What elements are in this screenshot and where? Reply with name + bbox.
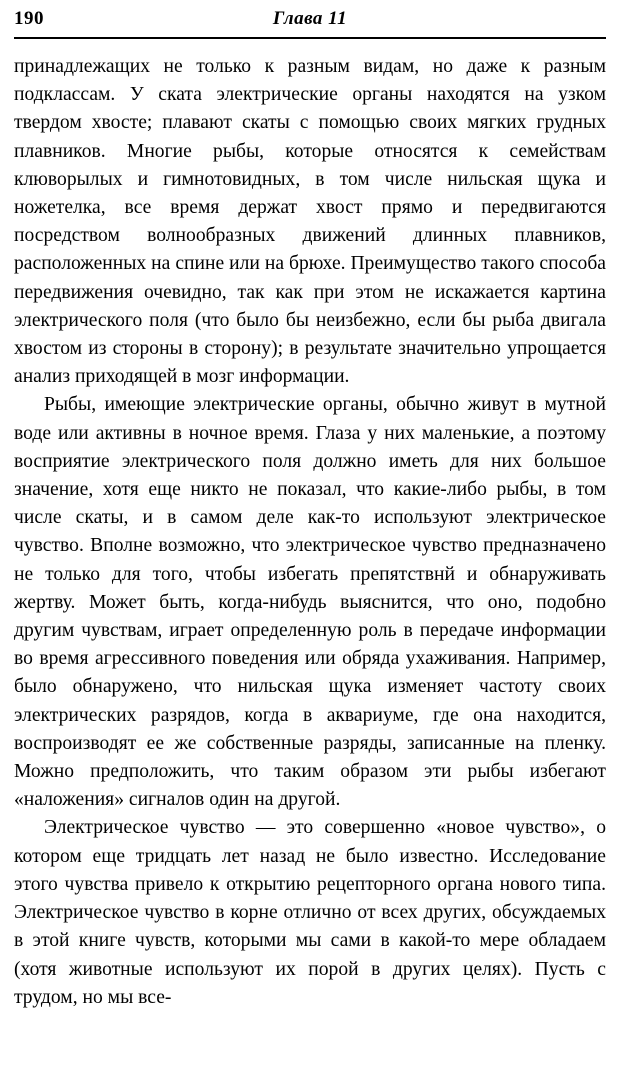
paragraph: Электрическое чувство — это совершенно «новое чувство», о котором еще тридцать лет назад не было известно. Исследование этого чувства привело к открытию рецепторного органа нового типа. Электрическое чувство в корне отлично от всех других, обсуждаемых в этой книге чувств, которыми мы сами в какой-то мере обладаем (хотя животные используют их порой в других целях). Пусть с трудом, но мы все- bbox=[14, 817, 606, 1008]
header-divider bbox=[14, 37, 606, 39]
page-number: 190 bbox=[14, 8, 44, 29]
body-text bbox=[14, 53, 606, 1012]
paragraph: принадлежащих не только к разным видам, но даже к разным подклассам. У ската электрические органы находятся на узком твердом хвосте; плавают скаты с помощью своих мягких грудных плавников. Многие рыбы, которые относятся к семействам клюворылых и гимнотовидных, в том числе нильская щука и ножетелка, все время держат хвост прямо и передвигаются посредством волнообразных движений длинных плавников, расположенных на спине или на брюхе. Преимущество такого способа передвижения очевидно, так как при этом не искажается картина электрического поля (что было бы неизбежно, если бы рыба двигала хвостом из стороны в сторону); в результате значительно упрощается анализ приходящей в мозг информации. bbox=[14, 56, 606, 388]
paragraph: Рыбы, имеющие электрические органы, обычно живут в мутной воде или активны в ночное время. Глаза у них маленькие, а поэтому восприятие электрического поля должно иметь для них большое значение, хотя еще никто не показал, что какие-либо рыбы, в том числе скаты, и в самом деле как-то используют электрическое чувство. Вполне возможно, что электрическое чувство предназначено не только для того, чтобы избегать препятствнй и обнаруживать жертву. Может быть, когда-нибудь выяснится, что оно, подобно другим чувствам, играет определенную роль в передаче информации во время агрессивного поведения или обряда ухаживания. Например, было обнаружено, что нильская щука изменяет частоту своих электрических разрядов, когда в аквариуме, где она находится, воспроизводят ее же собственные разряды, записанные на пленку. Можно предположить, что таким образом эти рыбы избегают «наложения» сигналов один на другой. bbox=[14, 394, 606, 811]
chapter-title: Глава 11 bbox=[272, 8, 348, 29]
page-header bbox=[14, 8, 606, 34]
